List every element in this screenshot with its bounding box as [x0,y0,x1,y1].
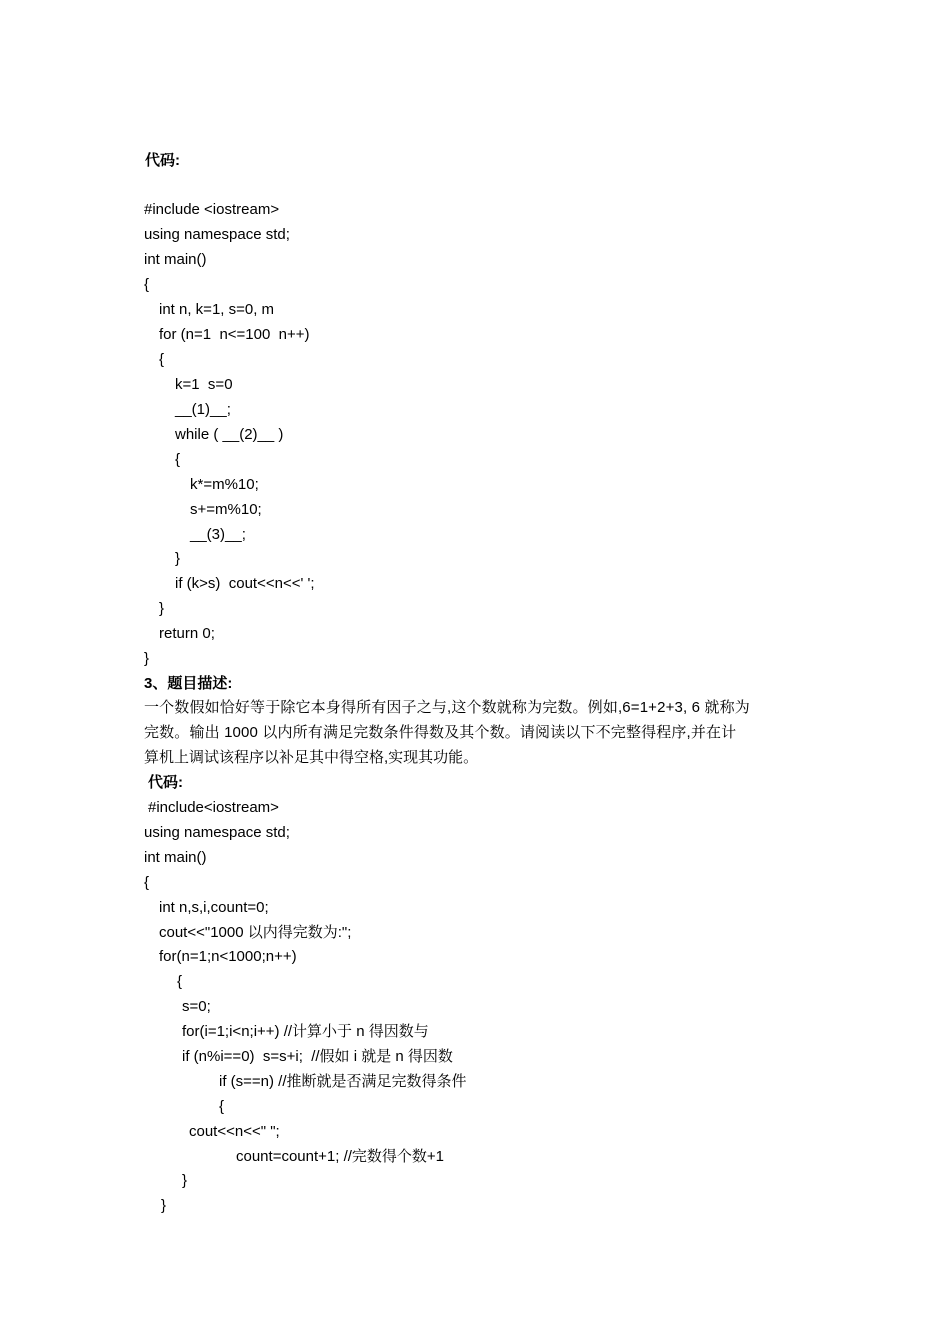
code-line: int n,s,i,count=0; [159,899,269,916]
code-line: if (s==n) //推断就是否满足完数得条件 [219,1073,467,1090]
code-line: for (n=1 n<=100 n++) [159,326,310,343]
description-line: 一个数假如恰好等于除它本身得所有因子之与,这个数就称为完数。例如,6=1+2+3, 6 就称为 [144,699,750,716]
code-line: #include <iostream> [144,201,280,218]
code-line: } [161,1197,167,1214]
code-heading: 代码: [145,152,180,169]
code-line: { [159,351,165,368]
code-line: return 0; [159,625,215,642]
code-line: while ( __(2)__ ) [175,426,284,443]
description-line: 完数。输出 1000 以内所有满足完数条件得数及其个数。请阅读以下不完整得程序,并在计 [144,724,737,741]
question-title-text: 题目描述: [167,675,233,692]
description-line: 算机上调试该程序以补足其中得空格,实现其功能。 [144,749,479,766]
question-number: 3、 [144,675,168,692]
code-line: } [159,600,165,617]
code-line: { [144,276,150,293]
code-line: __(1)__; [175,401,231,418]
code-line: int main() [144,251,207,268]
code-line: } [182,1172,188,1189]
code-line: { [177,973,183,990]
code-line: if (k>s) cout<<n<<' '; [175,575,315,592]
code-line: k=1 s=0 [175,376,233,393]
code-line: using namespace std; [144,226,290,243]
code-line: cout<<n<<" "; [189,1123,280,1140]
code-line: for(n=1;n<1000;n++) [159,948,297,965]
code-line: count=count+1; //完数得个数+1 [236,1148,445,1165]
code-line: #include<iostream> [148,799,279,816]
code-line: int n, k=1, s=0, m [159,301,275,318]
code-line: for(i=1;i<n;i++) //计算小于 n 得因数与 [182,1023,429,1040]
code-line: { [219,1098,225,1115]
code-line: } [175,550,181,567]
code-line: { [175,451,181,468]
code-line: int main() [144,849,207,866]
code-line: using namespace std; [144,824,290,841]
code-line: cout<<"1000 以内得完数为:"; [159,924,352,941]
code-heading-2: 代码: [148,774,183,791]
code-line: s=0; [182,998,211,1015]
code-line: s+=m%10; [190,501,262,518]
code-line: k*=m%10; [190,476,259,493]
code-line: if (n%i==0) s=s+i; //假如 i 就是 n 得因数 [182,1048,453,1065]
code-line: { [144,874,150,891]
code-line: __(3)__; [190,526,246,543]
question-title [144,674,232,694]
code-line: } [144,650,150,667]
